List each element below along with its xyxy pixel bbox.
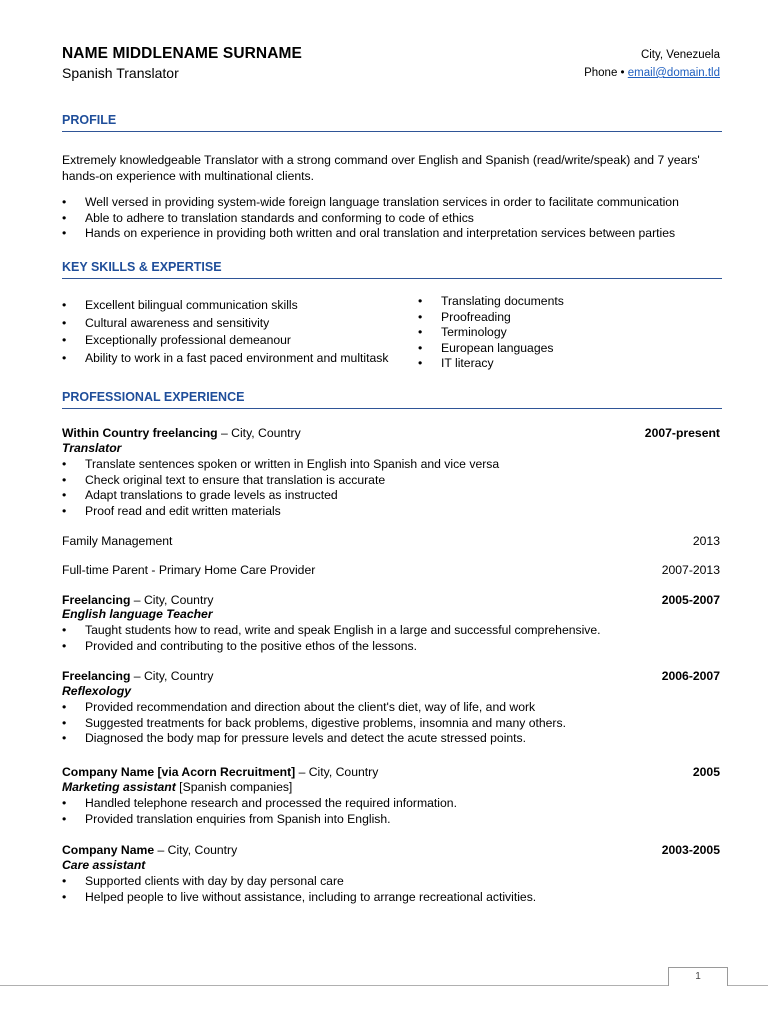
job-bullets: [62, 623, 601, 654]
job-location: – City, Country: [130, 669, 214, 683]
list-item: • Supported clients with day by day personal care: [62, 874, 536, 890]
list-item: • Proofreading: [418, 310, 564, 326]
contact-separator: •: [617, 67, 628, 79]
job-role: Reflexology: [62, 684, 132, 698]
list-item: • Cultural awareness and sensitivity: [62, 315, 388, 333]
company-name: Freelancing: [62, 593, 131, 607]
job-bullets: [62, 457, 499, 519]
job-dates: 2005: [692, 765, 720, 779]
list-item: • Well versed in providing system-wide foreign language translation services in order to facilitate communication: [62, 195, 679, 211]
job-location: – City, Country: [217, 426, 301, 440]
email-link[interactable]: email@domain.tld: [627, 67, 720, 79]
list-item: • European languages: [418, 341, 564, 357]
job-dates: 2007-present: [644, 426, 720, 440]
candidate-location: City, Venezuela: [640, 49, 720, 61]
list-item: • Proof read and edit written materials: [62, 504, 499, 520]
footer-divider: [0, 985, 768, 986]
list-item: • Diagnosed the body map for pressure levels and detect the acute stressed points.: [62, 731, 566, 747]
job-dates: 2005-2007: [661, 593, 720, 607]
job-header: [62, 669, 722, 685]
list-item: • Ability to work in a fast paced environment and multitask: [62, 350, 388, 368]
job-header: [62, 534, 722, 550]
job-role-title: Marketing assistant: [62, 780, 176, 794]
list-item: • Check original text to ensure that translation is accurate: [62, 473, 499, 489]
list-item: • IT literacy: [418, 356, 564, 372]
company-name: Company Name [via Acorn Recruitment]: [62, 765, 296, 779]
job-role: English language Teacher: [62, 607, 213, 621]
profile-bullets: [62, 195, 679, 242]
job-location: – City, Country: [154, 843, 238, 857]
job-dates: 2013: [692, 534, 720, 548]
list-item: • Translate sentences spoken or written in English into Spanish and vice versa: [62, 457, 499, 473]
list-item: • Terminology: [418, 325, 564, 341]
list-item: • Excellent bilingual communication skills: [62, 297, 388, 315]
list-item: • Helped people to live without assistance, including to arrange recreational activities.: [62, 890, 536, 906]
job-header: [62, 765, 722, 781]
candidate-title: Spanish Translator: [62, 65, 179, 81]
job-label: Family Management: [62, 534, 173, 548]
candidate-name: NAME MIDDLENAME SURNAME: [62, 45, 302, 62]
job-role-note: [Spanish companies]: [175, 780, 293, 794]
company-name: Company Name: [62, 843, 155, 857]
list-item: • Provided recommendation and direction about the client's diet, way of life, and work: [62, 700, 566, 716]
contact-line: [584, 67, 720, 79]
job-header: [62, 563, 722, 579]
job-bullets: [62, 700, 566, 747]
job-location: – City, Country: [130, 593, 214, 607]
list-item: • Provided and contributing to the positive ethos of the lessons.: [62, 639, 601, 655]
job-dates: 2007-2013: [661, 563, 720, 577]
list-item: • Exceptionally professional demeanour: [62, 332, 388, 350]
list-item: • Translating documents: [418, 294, 564, 310]
job-bullets: [62, 796, 457, 827]
job-dates: 2003-2005: [661, 843, 720, 857]
skills-list-right: [418, 294, 564, 372]
list-item: • Handled telephone research and processed the required information.: [62, 796, 457, 812]
job-dates: 2006-2007: [661, 669, 720, 683]
job-role: Care assistant: [62, 858, 146, 872]
page-number: 1: [668, 967, 728, 986]
job-location: – City, Country: [295, 765, 379, 779]
phone-label: Phone: [584, 67, 618, 79]
list-item: • Hands on experience in providing both written and oral translation and interpretation services between parties: [62, 226, 679, 242]
list-item: • Provided translation enquiries from Spanish into English.: [62, 812, 457, 828]
resume-page: [62, 0, 722, 1024]
profile-summary: Extremely knowledgeable Translator with a strong command over English and Spanish (read/write/speak) and 7 years' hands-on experience with multinational clients.: [62, 153, 700, 183]
list-item: • Adapt translations to grade levels as instructed: [62, 488, 499, 504]
company-name: Freelancing: [62, 669, 131, 683]
section-heading-experience: PROFESSIONAL EXPERIENCE: [62, 390, 722, 409]
job-header: [62, 426, 722, 442]
list-item: • Able to adhere to translation standards and conforming to code of ethics: [62, 211, 679, 227]
section-heading-skills: KEY SKILLS & EXPERTISE: [62, 260, 722, 279]
list-item: • Suggested treatments for back problems, digestive problems, insomnia and many others.: [62, 716, 566, 732]
job-role: [62, 780, 292, 794]
job-header: [62, 843, 722, 859]
skills-list-left: [62, 297, 388, 367]
list-item: • Taught students how to read, write and speak English in a large and successful comprehensive.: [62, 623, 601, 639]
job-bullets: [62, 874, 536, 905]
section-heading-profile: PROFILE: [62, 113, 722, 132]
company-name: Within Country freelancing: [62, 426, 218, 440]
job-label: Full-time Parent - Primary Home Care Provider: [62, 563, 316, 577]
job-role: Translator: [62, 441, 122, 455]
